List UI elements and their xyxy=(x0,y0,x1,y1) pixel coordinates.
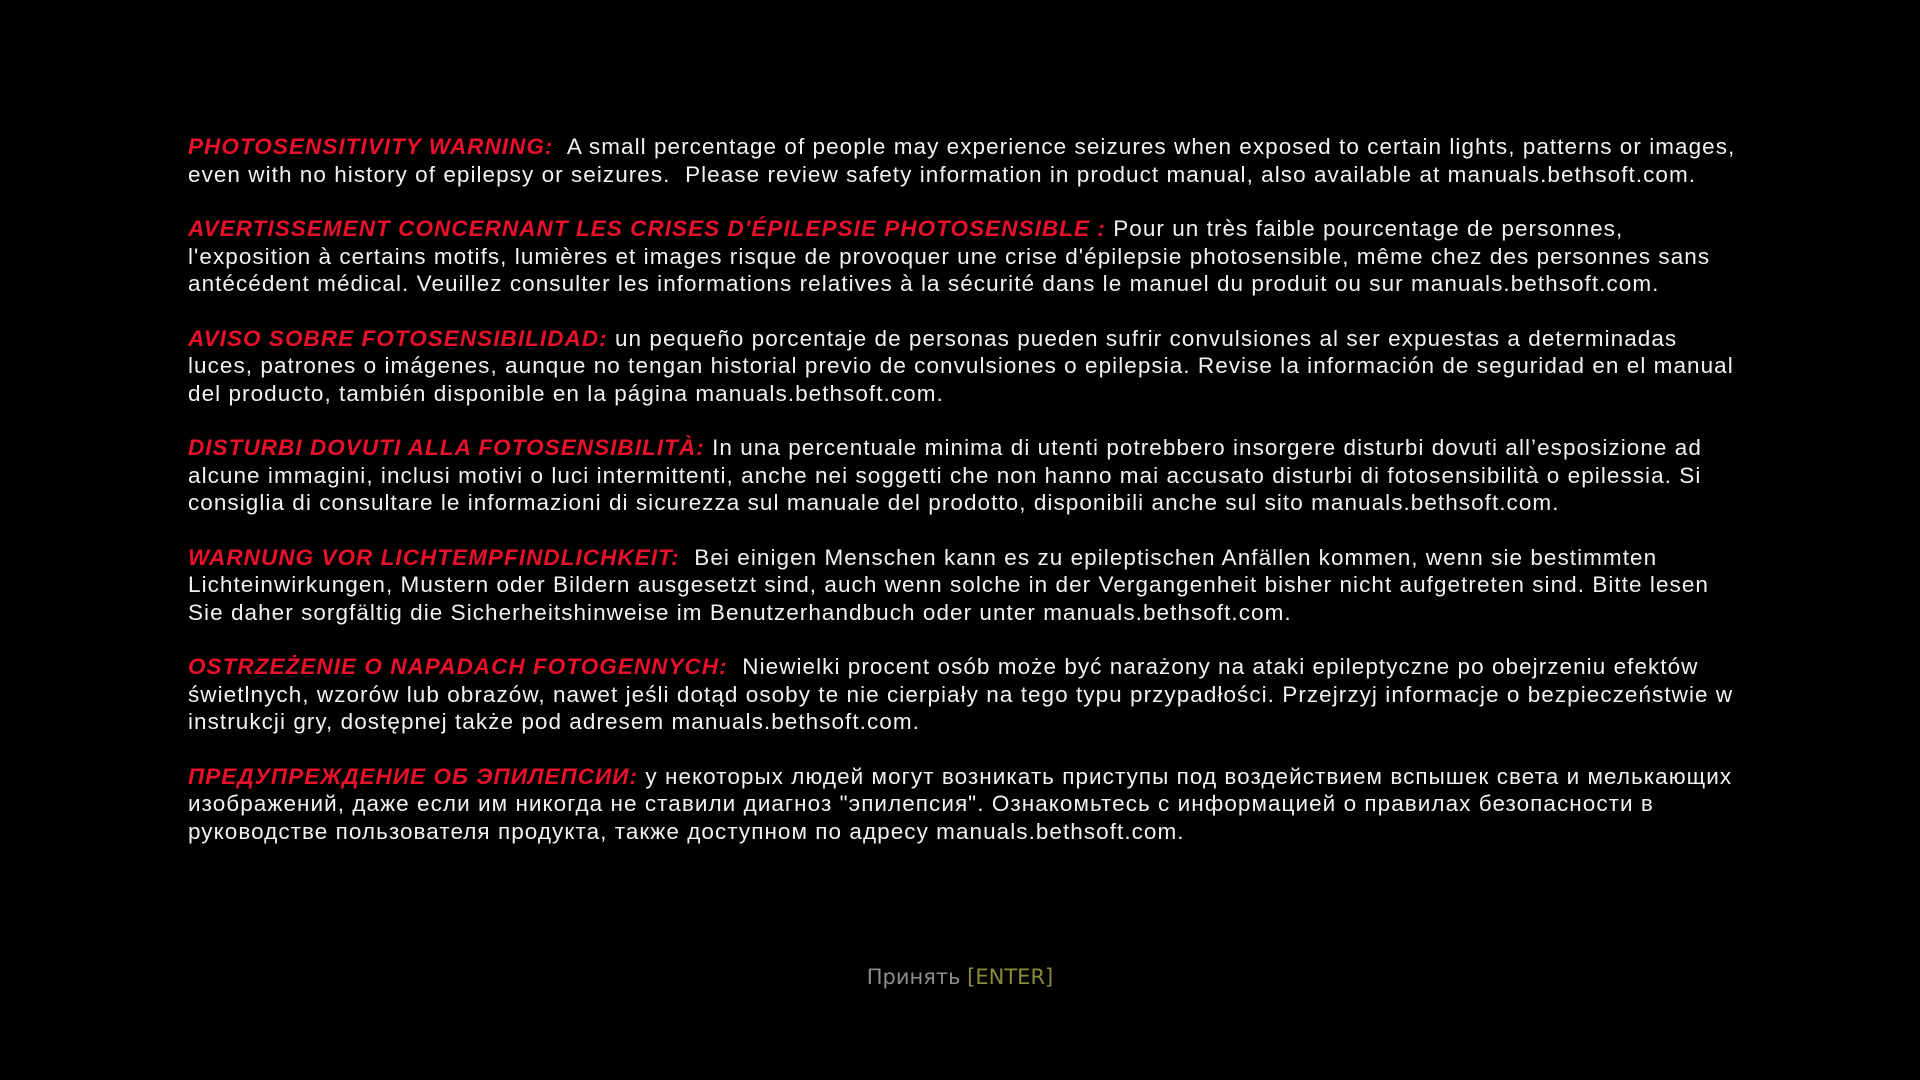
warning-title: PHOTOSENSITIVITY WARNING: xyxy=(188,134,554,159)
warning-it xyxy=(188,434,1748,517)
warning-ru xyxy=(188,763,1748,846)
warning-body: Pour un très faible pourcentage de personnes, l'exposition à certains motifs, lumières et images risque de provoquer une crise d'épilepsie photosensible, même chez des personnes sans antécédent médical. Veuillez consulter les informations relatives à la sécurité dans le manuel du produit ou sur manuals.bethsoft.com. xyxy=(188,216,1718,296)
warning-body: A small percentage of people may experience seizures when exposed to certain lights, patterns or images, even with no history of epilepsy or seizures. Please review safety information in product manual, also available at manuals.bethsoft.com. xyxy=(188,134,1743,187)
warning-title: AVERTISSEMENT CONCERNANT LES CRISES D'ÉPILEPSIE PHOTOSENSIBLE : xyxy=(188,216,1106,241)
warning-body: Niewielki procent osób może być narażony na ataki epileptyczne po obejrzeniu efektów świetlnych, wzorów lub obrazów, nawet jeśli dotąd osoby te nie cierpiały na tego typu przypadłości. Przejrzyj informacje o bezpieczeństwie w instrukcji gry, dostępnej także pod adresem manuals.bethsoft.com. xyxy=(188,654,1741,734)
warnings-list xyxy=(188,133,1748,872)
warning-en xyxy=(188,133,1748,188)
warning-de xyxy=(188,544,1748,627)
warning-body: у некоторых людей могут возникать приступы под воздействием вспышек света и мелькающих изображений, даже если им никогда не ставили диагноз "эпилепсия". Ознакомьтесь с информацией о правилах безопасности в руководстве пользователя продукта, также доступном по адресу manuals.bethsoft.com. xyxy=(188,763,1740,844)
accept-label: Принять xyxy=(866,965,968,989)
warning-title: AVISO SOBRE FOTOSENSIBILIDAD: xyxy=(188,325,608,351)
warning-body: In una percentuale minima di utenti potrebbero insorgere disturbi dovuti all’esposizione ad alcune immagini, inclusi motivi o luci intermittenti, anche nei soggetti che non hanno mai accusato disturbi di fotosensibilità o epilessia. Si consiglia di consultare le informazioni di sicurezza sul manuale del prodotto, disponibili anche sul sito manuals.bethsoft.com. xyxy=(188,435,1710,515)
warning-es xyxy=(188,325,1748,408)
accept-key-hint: [ENTER] xyxy=(967,965,1054,989)
warning-title: DISTURBI DOVUTI ALLA FOTOSENSIBILITÀ: xyxy=(188,435,705,460)
warning-title: WARNUNG VOR LICHTEMPFINDLICHKEIT: xyxy=(188,544,680,570)
warning-pl xyxy=(188,653,1748,736)
warning-body: Bei einigen Menschen kann es zu epileptischen Anfällen kommen, wenn sie bestimmten Lichteinwirkungen, Mustern oder Bildern ausgesetzt sind, auch wenn solche in der Vergangenheit bisher nicht aufgetreten sind. Bitte lesen Sie daher sorgfältig die Sicherheitshinweise im Benutzerhandbuch oder unter manuals.bethsoft.com. xyxy=(188,544,1717,625)
warning-title: OSTRZEŻENIE O NAPADACH FOTOGENNYCH: xyxy=(188,654,728,679)
accept-button[interactable] xyxy=(0,964,1920,990)
warning-body: un pequeño porcentaje de personas pueden sufrir convulsiones al ser expuestas a determinadas luces, patrones o imágenes, aunque no tengan historial previo de convulsiones o epilepsia. Revise la información de seguridad en el manual del producto, también disponible en la página manuals.bethsoft.com. xyxy=(188,325,1742,406)
warning-fr xyxy=(188,215,1748,298)
warning-title: ПРЕДУПРЕЖДЕНИЕ ОБ ЭПИЛЕПСИИ: xyxy=(188,763,639,789)
